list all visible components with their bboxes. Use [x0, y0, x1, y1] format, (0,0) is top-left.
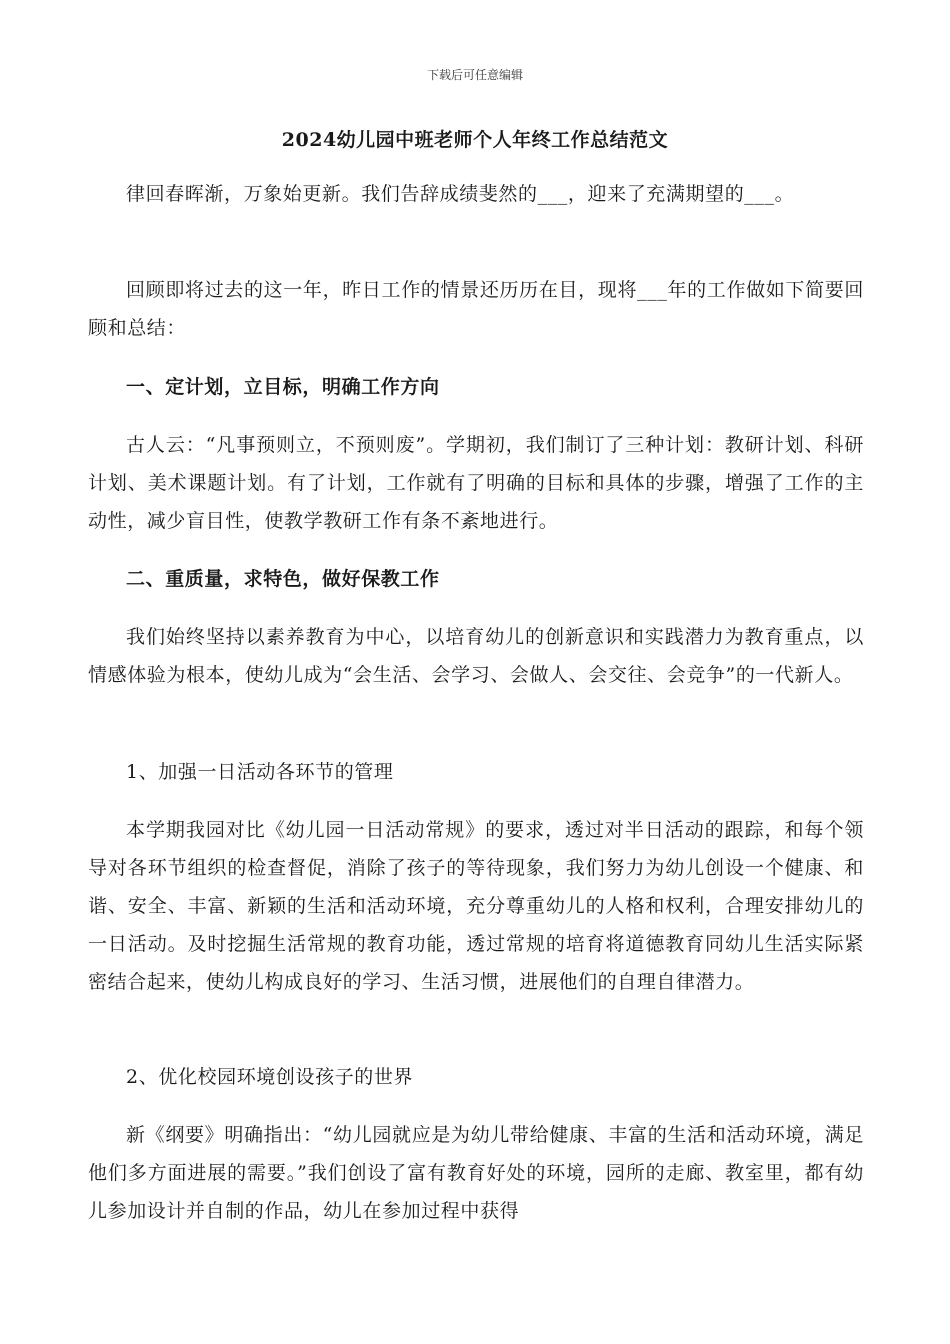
paragraph-daily-activity: 本学期我园对比《幼儿园一日活动常规》的要求，透过对半日活动的跟踪，和每个领导对各环节组织的检查督促，消除了孩子的等待现象，我们努力为幼儿创设一个健康、和谐、安全、丰富、新颖的生活和活动环境，充分尊重幼儿的人格和权利，合理安排幼儿的一日活动。及时挖掘生活常规的教育功能，透过常规的培育将道德教育同幼儿生活实际紧密结合起来，使幼儿构成良好的学习、生活习惯，进展他们的自理自律潜力。 [88, 819, 864, 993]
paragraph-review: 回顾即将过去的这一年，昨日工作的情景还历历在目，现将___年的工作做如下简要回顾和总结： [88, 279, 864, 339]
header-note: 下载后可任意编辑 [426, 68, 523, 82]
section-heading-2: 二、重质量，求特色，做好保教工作 [126, 568, 440, 590]
document-title: 2024幼儿园中班老师个人年终工作总结范文 [281, 129, 669, 151]
paragraph-environment: 新《纲要》明确指出：“幼儿园就应是为幼儿带给健康、丰富的生活和活动环境，满足他们多方面进展的需要。”我们创设了富有教育好处的环境，园所的走廊、教室里，都有幼儿参加设计并自制的作品，幼儿在参加过程中获得 [88, 1124, 864, 1222]
subheading-2: 2、优化校园环境创设孩子的世界 [126, 1066, 414, 1088]
section-heading-1: 一、定计划，立目标，明确工作方向 [126, 376, 440, 398]
subheading-1: 1、加强一日活动各环节的管理 [126, 761, 394, 783]
paragraph-plans: 古人云：“凡事预则立，不预则废”。学期初，我们制订了三种计划：教研计划、科研计划、美术课题计划。有了计划，工作就有了明确的目标和具体的步骤，增强了工作的主动性，减少盲目性，使教学教研工作有条不紊地进行。 [88, 434, 864, 532]
paragraph-quality: 我们始终坚持以素养教育为中心，以培育幼儿的创新意识和实践潜力为教育重点，以情感体验为根本，使幼儿成为“会生活、会学习、会做人、会交往、会竞争”的一代新人。 [88, 626, 864, 686]
paragraph-intro: 律回春晖渐，万象始更新。我们告辞成绩斐然的___，迎来了充满期望的___。 [126, 183, 795, 205]
